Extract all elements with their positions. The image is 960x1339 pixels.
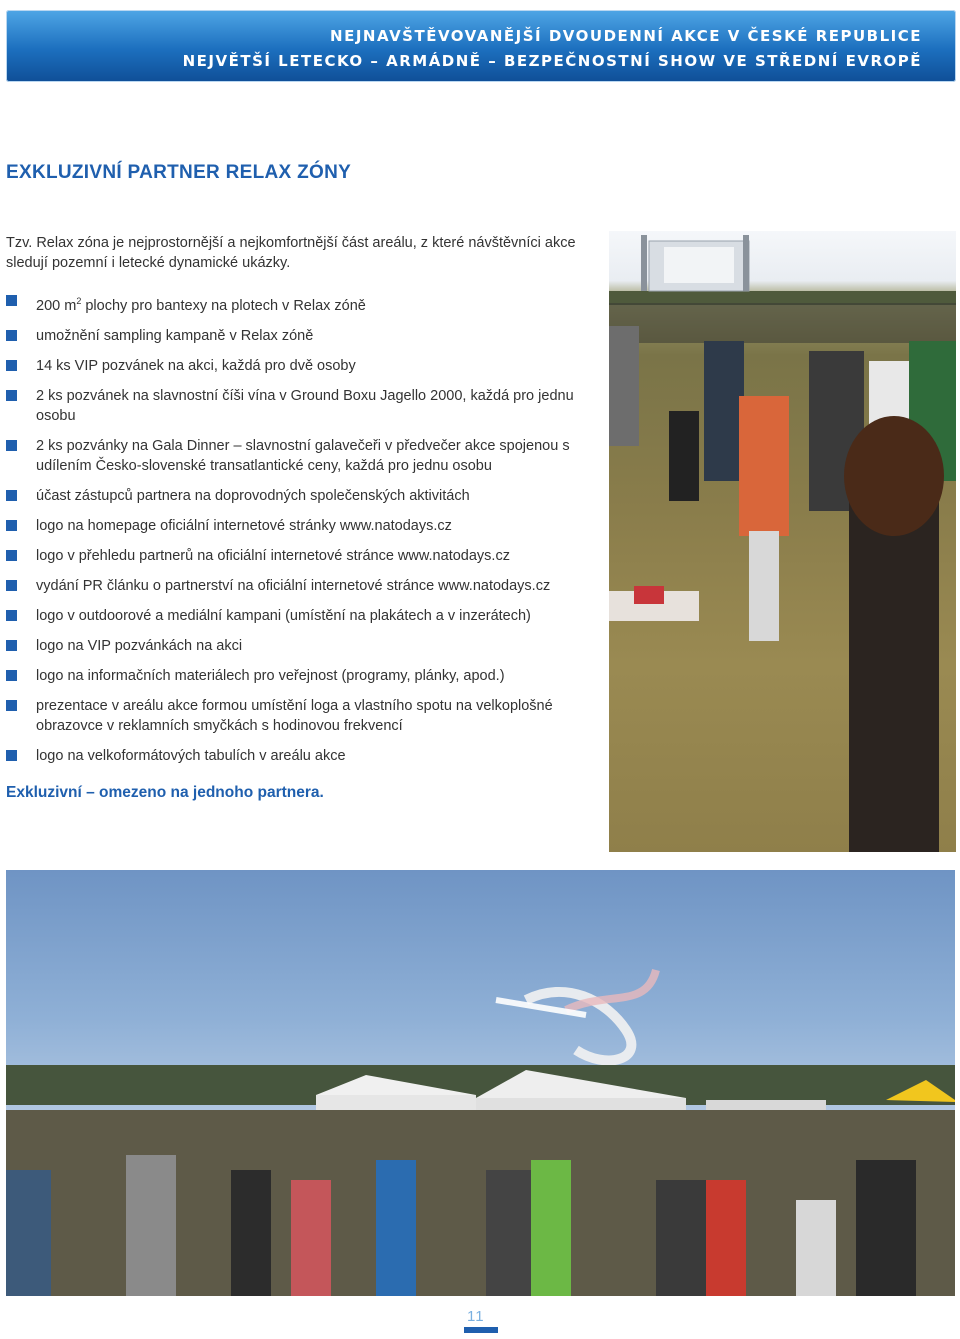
bullet-square-icon: [6, 520, 17, 531]
list-item: logo na homepage oficiální internetové stránky www.natodays.cz: [6, 516, 601, 536]
bullet-square-icon: [6, 580, 17, 591]
list-item: logo na informačních materiálech pro veřejnost (programy, plánky, apod.): [6, 666, 601, 686]
crowd-scene-illustration: [609, 231, 956, 852]
header-banner: [6, 10, 956, 82]
airshow-photo-bottom: [6, 870, 955, 1296]
list-item: logo v přehledu partnerů na oficiální internetové stránce www.natodays.cz: [6, 546, 601, 566]
bullet-square-icon: [6, 440, 17, 451]
bullet-square-icon: [6, 490, 17, 501]
crowd-photo-right: [609, 231, 956, 852]
bullet-square-icon: [6, 390, 17, 401]
bullet-square-icon: [6, 295, 17, 306]
bullet-square-icon: [6, 610, 17, 621]
list-item: logo v outdoorové a mediální kampani (umístění na plakátech a v inzerátech): [6, 606, 601, 626]
page-number-bar: [464, 1327, 498, 1333]
closing-note: Exkluzivní – omezeno na jednoho partnera.: [6, 784, 324, 801]
page-title: EXKLUZIVNÍ PARTNER RELAX ZÓNY: [6, 162, 352, 183]
list-item: 14 ks VIP pozvánek na akci, každá pro dvě osoby: [6, 356, 601, 376]
list-item: účast zástupců partnera na doprovodných společenských aktivitách: [6, 486, 601, 506]
banner-line-1: NEJNAVŠTĚVOVANĚJŠÍ DVOUDENNÍ AKCE V ČESKÉ REPUBLICE: [330, 27, 922, 45]
list-item: umožnění sampling kampaně v Relax zóně: [6, 326, 601, 346]
bullet-square-icon: [6, 330, 17, 341]
bullet-square-icon: [6, 700, 17, 711]
bullet-square-icon: [6, 550, 17, 561]
list-item: 200 $m^2$ plochy pro bantexy na plotech v Relax zóně: [6, 291, 601, 316]
list-item: logo na velkoformátových tabulích v areálu akce: [6, 746, 601, 766]
bullet-square-icon: [6, 360, 17, 371]
bullet-square-icon: [6, 670, 17, 681]
list-item: vydání PR článku o partnerství na oficiální internetové stránce www.natodays.cz: [6, 576, 601, 596]
benefits-list: [6, 291, 601, 776]
bullet-square-icon: [6, 640, 17, 651]
airshow-scene-illustration: [6, 870, 955, 1296]
list-item: 2 ks pozvánky na Gala Dinner – slavnostní galavečeři v předvečer akce spojenou s udílením Česko-slovenské transatlantické ceny, každá pro jednu osobu: [6, 436, 601, 476]
list-item: logo na VIP pozvánkách na akci: [6, 636, 601, 656]
banner-line-2: NEJVĚTŠÍ LETECKO – ARMÁDNĚ – BEZPEČNOSTNÍ SHOW VE STŘEDNÍ EVROPĚ: [182, 52, 922, 70]
bullet-square-icon: [6, 750, 17, 761]
list-item: 2 ks pozvánek na slavnostní číši vína v Ground Boxu Jagello 2000, každá pro jednu osobu: [6, 386, 601, 426]
page-number: 11: [467, 1308, 485, 1325]
intro-paragraph: Tzv. Relax zóna je nejprostornější a nejkomfortnější část areálu, z které návštěvníci akce sledují pozemní i letecké dynamické ukázky.: [6, 235, 576, 271]
list-item: prezentace v areálu akce formou umístění loga a vlastního spotu na velkoplošné obrazovce v reklamních smyčkách s hodinovou frekvencí: [6, 696, 601, 736]
